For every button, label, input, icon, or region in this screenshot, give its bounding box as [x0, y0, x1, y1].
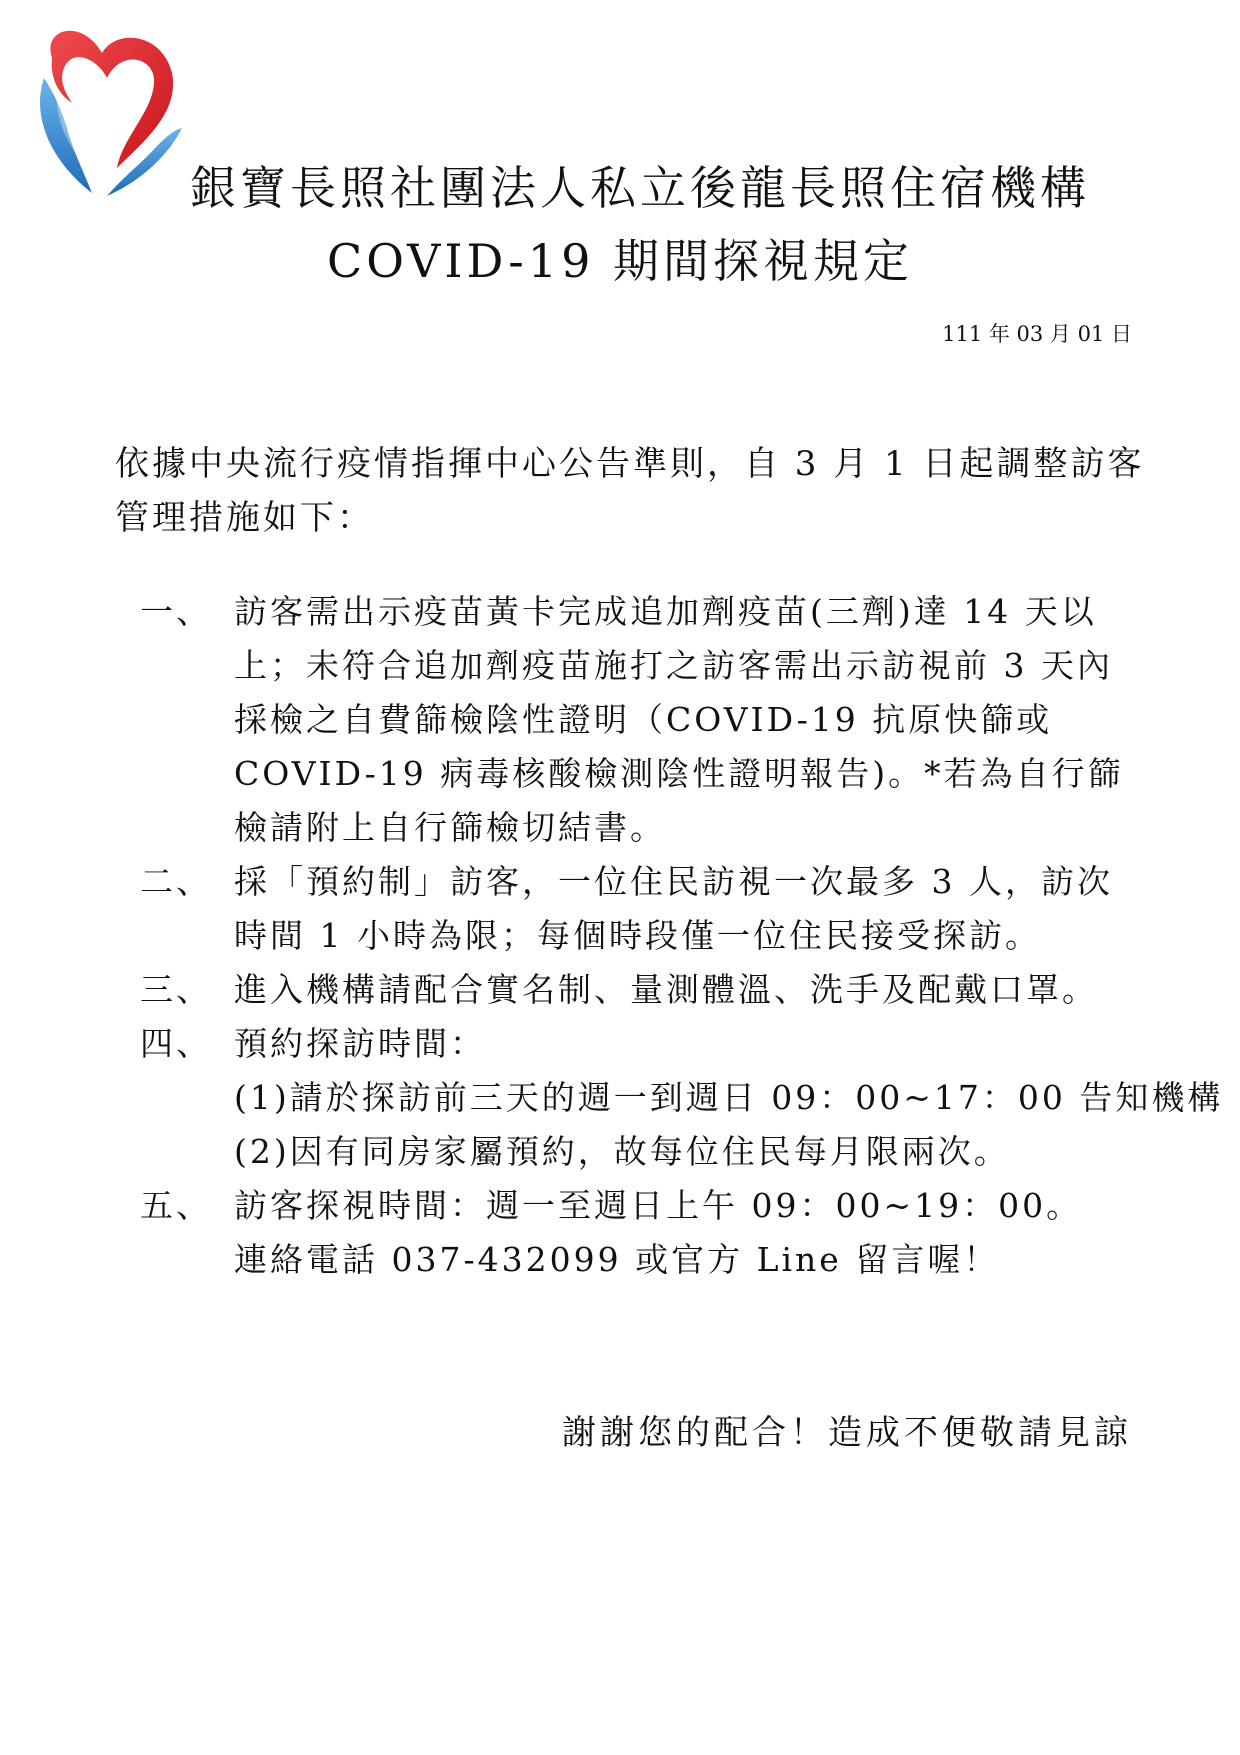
rule-text [234, 1179, 1140, 1287]
rule-line: 時間 1 小時為限；每個時段僅一位住民接受探訪。 [234, 916, 1041, 955]
rule-line: 預約探訪時間： [234, 1024, 486, 1063]
rule-text [234, 963, 1140, 1017]
rule-line: 訪客需出示疫苗黃卡完成追加劑疫苗(三劑)達 14 天以 [234, 592, 1097, 631]
rule-line: 連絡電話 037-432099 或官方 Line 留言喔！ [234, 1240, 1000, 1279]
rule-line: 訪客探視時間：週一至週日上午 09：00~19：00。 [234, 1186, 1083, 1225]
rule-line: COVID-19 病毒核酸檢測陰性證明報告)。*若為自行篩 [234, 754, 1124, 793]
rule-line: 檢請附上自行篩檢切結書。 [234, 808, 666, 847]
rule-line: 上；未符合追加劑疫苗施打之訪客需出示訪視前 3 天內 [234, 646, 1113, 685]
intro-paragraph [115, 437, 1145, 545]
rule-text [234, 855, 1140, 963]
rule-number: 三、 [140, 970, 212, 1009]
rule-item [140, 1017, 1224, 1179]
rule-item [140, 855, 1140, 963]
document-title: 銀寶長照社團法人私立後龍長照住宿機構 [190, 161, 1090, 215]
rule-number: 二、 [140, 862, 212, 901]
rule-line: 進入機構請配合實名制、量測體溫、洗手及配戴口罩。 [234, 970, 1098, 1009]
document-subtitle: COVID-19 期間探視規定 [327, 234, 913, 288]
rule-number: 四、 [140, 1024, 212, 1063]
rule-line: (2)因有同房家屬預約，故每位住民每月限兩次。 [234, 1132, 1010, 1171]
intro-line: 管理措施如下： [115, 498, 374, 538]
document-date: 111 年 03 月 01 日 [942, 322, 1132, 346]
rule-text [234, 585, 1140, 855]
rule-number: 一、 [140, 592, 212, 631]
rule-number: 五、 [140, 1186, 212, 1225]
rule-item [140, 1179, 1140, 1287]
rule-line: (1)請於探訪前三天的週一到週日 09：00~17：00 告知機構 [234, 1078, 1224, 1117]
rule-line: 採檢之自費篩檢陰性證明（COVID-19 抗原快篩或 [234, 700, 1053, 739]
rule-item [140, 963, 1140, 1017]
rule-line: 採「預約制」訪客，一位住民訪視一次最多 3 人，訪次 [234, 862, 1113, 901]
intro-line: 依據中央流行疫情指揮中心公告準則，自 3 月 1 日起調整訪客 [115, 444, 1145, 484]
rule-item [140, 585, 1140, 855]
rules-list [140, 585, 1224, 1287]
closing-note: 謝謝您的配合！造成不便敬請見諒 [562, 1413, 1132, 1453]
rule-text [234, 1017, 1224, 1179]
